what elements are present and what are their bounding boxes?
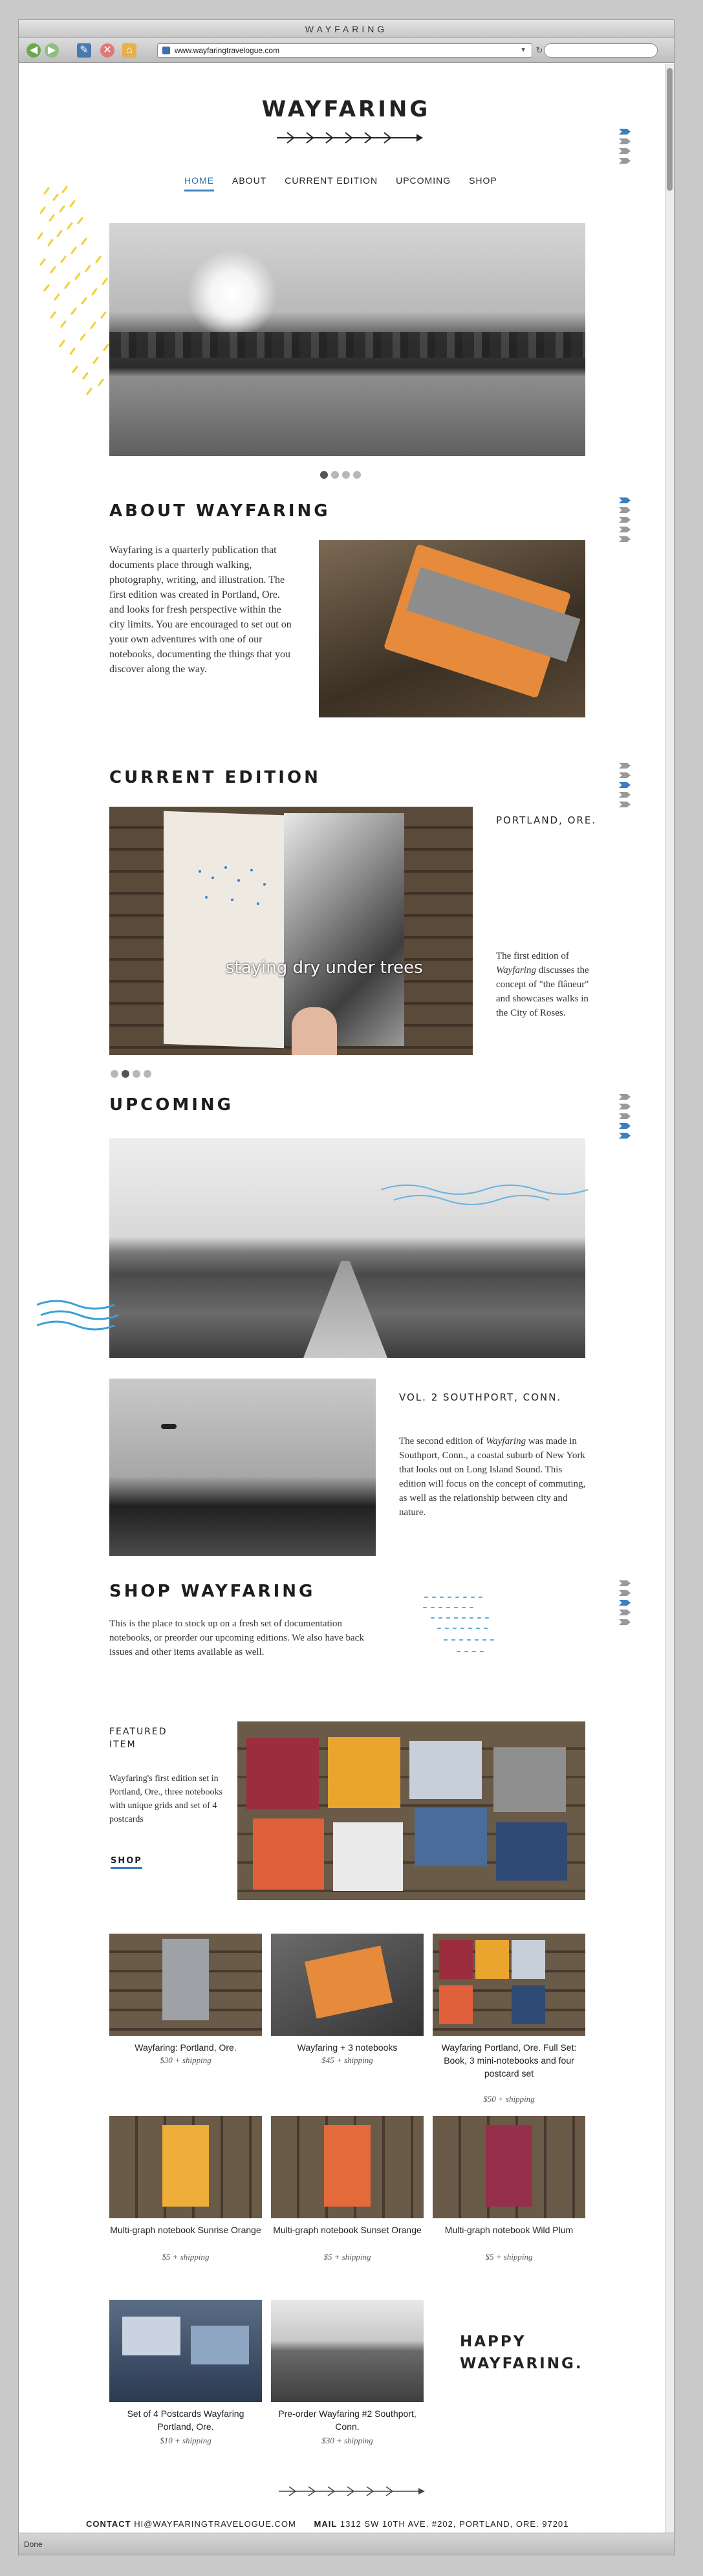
- product-photo[interactable]: [271, 1934, 424, 2036]
- flag-markers: [619, 763, 633, 811]
- hero-carousel-dots[interactable]: [320, 470, 364, 482]
- mail-label: MAIL: [314, 2519, 338, 2529]
- upcoming-photo-large: [109, 1138, 585, 1358]
- product-name[interactable]: Multi-graph notebook Sunset Orange: [273, 2225, 422, 2235]
- status-text: Done: [24, 2540, 43, 2549]
- flag-markers: [619, 497, 633, 546]
- web-page: [19, 64, 674, 2533]
- status-bar: [19, 2533, 674, 2555]
- product-name[interactable]: Multi-graph notebook Sunrise Orange: [110, 2225, 261, 2235]
- contact-label: CONTACT: [86, 2519, 131, 2529]
- product-price: $5 + shipping: [485, 2252, 533, 2262]
- product-price: $5 + shipping: [323, 2252, 371, 2262]
- about-photo: [319, 540, 585, 717]
- current-text: The first edition of Wayfaring discusses the concept of "the flâneur" and showcases walks in the City of Roses.: [496, 951, 589, 1018]
- mail-address: 1312 SW 10TH AVE. #202, PORTLAND, ORE. 97201: [340, 2519, 569, 2529]
- book-overlay-text: staying dry under trees: [226, 958, 423, 977]
- back-icon[interactable]: ◀: [27, 43, 41, 58]
- current-photo: [109, 807, 473, 1055]
- nav-about[interactable]: ABOUT: [232, 175, 267, 186]
- product-price: $5 + shipping: [162, 2252, 210, 2262]
- arrow-ornament: [274, 130, 423, 146]
- scroll-thumb[interactable]: [667, 68, 673, 191]
- upcoming-place: VOL. 2 SOUTHPORT, CONN.: [399, 1392, 562, 1403]
- current-heading: CURRENT EDITION: [109, 768, 321, 787]
- shop-link[interactable]: SHOP: [111, 1856, 142, 1869]
- bookmark-icon[interactable]: ✎: [77, 43, 91, 58]
- nav-current-edition[interactable]: CURRENT EDITION: [285, 175, 378, 186]
- contact-email[interactable]: HI@WAYFARINGTRAVELOGUE.COM: [134, 2519, 296, 2529]
- about-text: Wayfaring is a quarterly publication that documents place through walking, photography, writing, and illustration. The first edition was created in Portland, Ore. and looks for fresh perspective within the city limits. You are encouraged to set out on your own adventures with one of our notebooks, documenting the things that you discover along the way.: [109, 545, 292, 675]
- browser-window: [18, 19, 675, 2555]
- product-name[interactable]: Multi-graph notebook Wild Plum: [444, 2225, 574, 2235]
- product-price: $45 + shipping: [321, 2055, 373, 2065]
- site-logo[interactable]: WAYFARING: [261, 96, 431, 122]
- product-name[interactable]: Wayfaring: Portland, Ore.: [135, 2042, 237, 2053]
- forward-icon[interactable]: ▶: [45, 43, 59, 58]
- search-field[interactable]: [544, 43, 658, 58]
- favicon-icon: [162, 47, 170, 54]
- dropdown-icon[interactable]: ▼: [520, 47, 526, 54]
- hero-photo: [109, 223, 585, 456]
- flag-markers: [619, 1094, 633, 1142]
- product-photo[interactable]: [109, 2300, 262, 2402]
- product-photo[interactable]: [271, 2300, 424, 2402]
- window-title: WAYFARING: [19, 20, 674, 38]
- product-photo[interactable]: [109, 2116, 262, 2218]
- shop-intro: This is the place to stock up on a fresh set of documentation notebooks, or preorder our upcoming editions. We also have back issues and other items available as well.: [109, 1619, 364, 1657]
- happy-wayfaring-tagline: HAPPY WAYFARING.: [460, 2333, 583, 2372]
- product-photo[interactable]: [109, 1934, 262, 2036]
- main-nav: [184, 175, 497, 191]
- product-price: $10 + shipping: [160, 2436, 211, 2445]
- stop-icon[interactable]: ✕: [100, 43, 114, 58]
- vertical-scrollbar[interactable]: [665, 64, 674, 2533]
- blue-wave-decoration: [37, 1296, 127, 1335]
- arrow-ornament: [276, 2483, 425, 2499]
- home-icon[interactable]: ⌂: [122, 43, 136, 58]
- blue-wave-decoration: [381, 1177, 594, 1209]
- product-name[interactable]: Set of 4 Postcards Wayfaring Portland, Ore.: [127, 2408, 244, 2432]
- upcoming-photo-small: [109, 1379, 376, 1556]
- shop-heading: SHOP WAYFARING: [109, 1582, 316, 1601]
- featured-text: Wayfaring's first edition set in Portland, Ore., three notebooks with unique grids and set of 4 postcards: [109, 1774, 222, 1824]
- reload-icon[interactable]: ↻: [535, 45, 543, 55]
- nav-upcoming[interactable]: UPCOMING: [396, 175, 451, 186]
- flag-markers: [619, 129, 633, 168]
- upcoming-heading: UPCOMING: [109, 1095, 233, 1115]
- current-carousel-dots[interactable]: [111, 1069, 155, 1081]
- product-name[interactable]: Wayfaring Portland, Ore. Full Set: Book, 3 mini-notebooks and four postcard set: [441, 2042, 577, 2079]
- url-bar[interactable]: [157, 43, 532, 58]
- featured-label: FEATURED ITEM: [109, 1727, 168, 1750]
- product-price: $30 + shipping: [321, 2436, 373, 2445]
- product-name[interactable]: Wayfaring + 3 notebooks: [297, 2042, 398, 2053]
- nav-shop[interactable]: SHOP: [469, 175, 497, 186]
- blue-dash-decoration: [418, 1591, 509, 1662]
- product-name[interactable]: Pre-order Wayfaring #2 Southport, Conn.: [278, 2408, 416, 2432]
- current-place: PORTLAND, ORE.: [496, 814, 597, 826]
- product-photo[interactable]: [433, 1934, 585, 2036]
- about-heading: ABOUT WAYFARING: [109, 501, 330, 521]
- nav-home[interactable]: HOME: [184, 175, 214, 191]
- product-photo[interactable]: [271, 2116, 424, 2218]
- featured-photo[interactable]: [237, 1721, 585, 1900]
- browser-toolbar: [19, 38, 674, 63]
- url-text: www.wayfaringtravelogue.com: [175, 46, 280, 55]
- flag-markers: [619, 1580, 633, 1629]
- product-price: $30 + shipping: [160, 2055, 211, 2065]
- product-price: $50 + shipping: [483, 2094, 535, 2104]
- upcoming-text: The second edition of Wayfaring was made in Southport, Conn., a coastal suburb of New York that looks out on Long Island Sound. This edition will focus on the concept of commuting, as well as the relationship between city and nature.: [399, 1436, 586, 1518]
- site-footer: [86, 2519, 616, 2529]
- product-photo[interactable]: [433, 2116, 585, 2218]
